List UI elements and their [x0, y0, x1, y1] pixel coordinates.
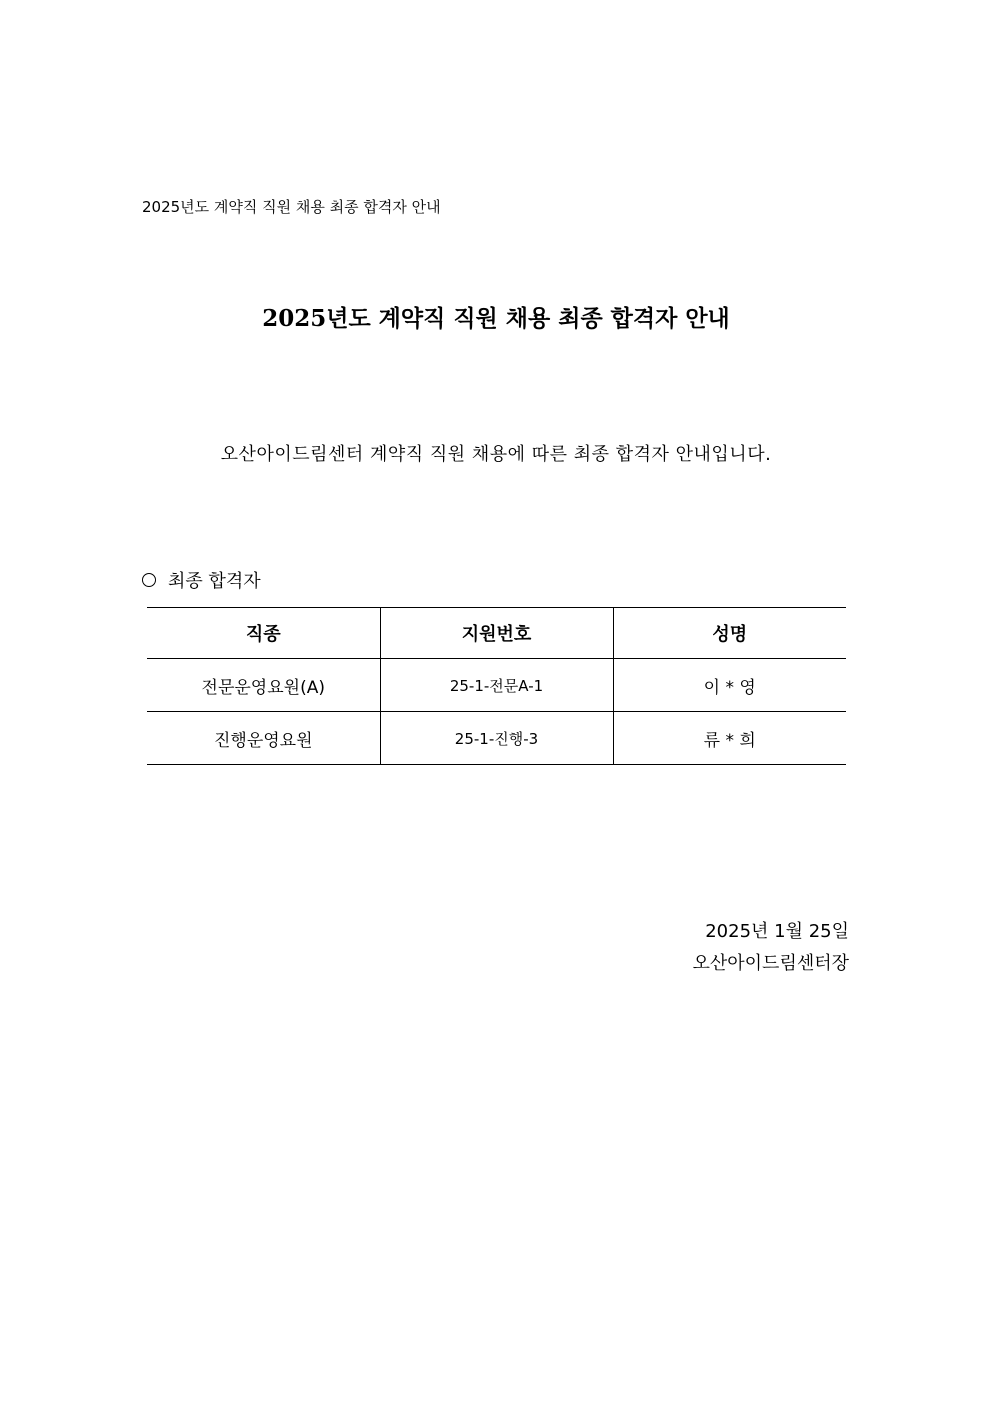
document-title: 2025년도 계약직 직원 채용 최종 합격자 안내	[262, 305, 730, 332]
column-header-job: 직종	[147, 608, 380, 659]
issue-date: 2025년 1월 25일	[705, 921, 849, 942]
table-row	[147, 712, 846, 765]
section-heading-label: 최종 합격자	[168, 571, 261, 592]
cell-job: 진행운영요원	[147, 712, 380, 765]
cell-job: 전문운영요원(A)	[147, 659, 380, 712]
column-header-number: 지원번호	[380, 608, 613, 659]
table-row	[147, 659, 846, 712]
column-header-name: 성명	[613, 608, 846, 659]
table-header-row	[147, 608, 846, 659]
cell-number: 25-1-전문A-1	[380, 659, 613, 712]
cell-name: 류 * 희	[613, 712, 846, 765]
results-table	[147, 607, 846, 765]
circle-icon	[142, 573, 156, 587]
section-heading	[142, 567, 261, 593]
running-header: 2025년도 계약직 직원 채용 최종 합격자 안내	[142, 198, 441, 216]
cell-name: 이 * 영	[613, 659, 846, 712]
intro-text: 오산아이드림센터 계약직 직원 채용에 따른 최종 합격자 안내입니다.	[220, 444, 772, 465]
cell-number: 25-1-진행-3	[380, 712, 613, 765]
issuing-organization: 오산아이드림센터장	[692, 953, 849, 974]
